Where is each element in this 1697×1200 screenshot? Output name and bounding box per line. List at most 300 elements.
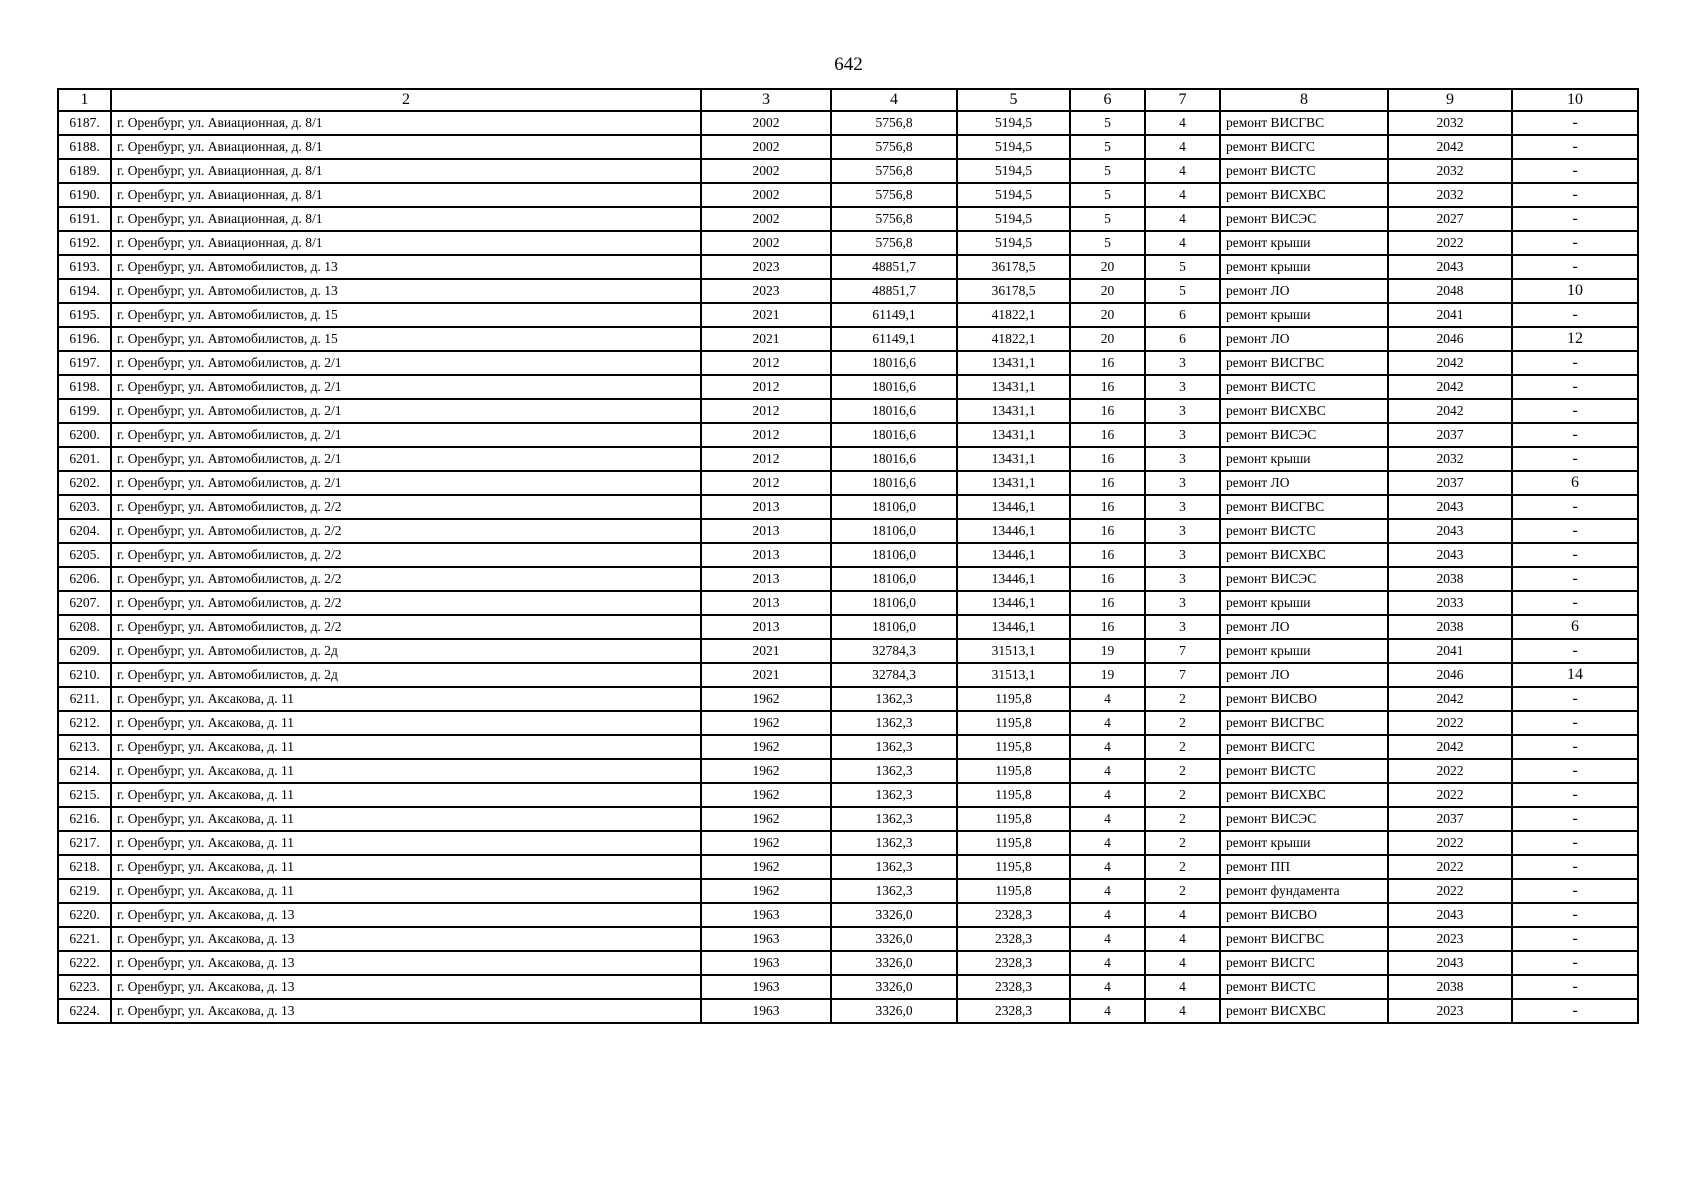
entrances-cell: 3 (1145, 447, 1220, 471)
year-cell: 2012 (701, 423, 831, 447)
row-number-cell: 6203. (58, 495, 111, 519)
work-type-cell: ремонт ВИСЭС (1220, 807, 1388, 831)
living-area-cell: 1195,8 (957, 687, 1070, 711)
extra-value-cell: 14 (1512, 663, 1638, 687)
table-row (58, 567, 1638, 591)
planned-year-cell: 2042 (1388, 375, 1512, 399)
total-area-cell: 5756,8 (831, 231, 957, 255)
table-row (58, 351, 1638, 375)
living-area-cell: 1195,8 (957, 783, 1070, 807)
total-area-cell: 18016,6 (831, 423, 957, 447)
living-area-cell: 5194,5 (957, 159, 1070, 183)
total-area-cell: 1362,3 (831, 831, 957, 855)
planned-year-cell: 2022 (1388, 711, 1512, 735)
living-area-cell: 41822,1 (957, 303, 1070, 327)
table-row (58, 855, 1638, 879)
row-number-cell: 6196. (58, 327, 111, 351)
extra-value-cell: - (1512, 183, 1638, 207)
floors-cell: 16 (1070, 447, 1145, 471)
total-area-cell: 1362,3 (831, 735, 957, 759)
planned-year-cell: 2023 (1388, 927, 1512, 951)
work-type-cell: ремонт ВИСГС (1220, 735, 1388, 759)
address-cell: г. Оренбург, ул. Автомобилистов, д. 2/1 (111, 351, 701, 375)
column-header-5: 5 (957, 89, 1070, 111)
row-number-cell: 6204. (58, 519, 111, 543)
row-number-cell: 6221. (58, 927, 111, 951)
planned-year-cell: 2042 (1388, 687, 1512, 711)
work-type-cell: ремонт ВИСГВС (1220, 111, 1388, 135)
address-cell: г. Оренбург, ул. Авиационная, д. 8/1 (111, 159, 701, 183)
address-cell: г. Оренбург, ул. Аксакова, д. 11 (111, 807, 701, 831)
row-number-cell: 6201. (58, 447, 111, 471)
year-cell: 1962 (701, 759, 831, 783)
total-area-cell: 18106,0 (831, 615, 957, 639)
entrances-cell: 2 (1145, 831, 1220, 855)
extra-value-cell: - (1512, 255, 1638, 279)
address-cell: г. Оренбург, ул. Автомобилистов, д. 15 (111, 327, 701, 351)
planned-year-cell: 2038 (1388, 567, 1512, 591)
total-area-cell: 18016,6 (831, 351, 957, 375)
work-type-cell: ремонт крыши (1220, 831, 1388, 855)
year-cell: 1962 (701, 687, 831, 711)
living-area-cell: 2328,3 (957, 951, 1070, 975)
planned-year-cell: 2043 (1388, 495, 1512, 519)
work-type-cell: ремонт ЛО (1220, 471, 1388, 495)
floors-cell: 16 (1070, 567, 1145, 591)
planned-year-cell: 2032 (1388, 159, 1512, 183)
living-area-cell: 5194,5 (957, 135, 1070, 159)
floors-cell: 16 (1070, 543, 1145, 567)
row-number-cell: 6188. (58, 135, 111, 159)
table-row (58, 711, 1638, 735)
living-area-cell: 36178,5 (957, 255, 1070, 279)
planned-year-cell: 2042 (1388, 735, 1512, 759)
work-type-cell: ремонт ВИСХВС (1220, 399, 1388, 423)
entrances-cell: 2 (1145, 807, 1220, 831)
planned-year-cell: 2042 (1388, 135, 1512, 159)
year-cell: 1963 (701, 999, 831, 1023)
planned-year-cell: 2022 (1388, 831, 1512, 855)
work-type-cell: ремонт ВИСГВС (1220, 711, 1388, 735)
floors-cell: 16 (1070, 423, 1145, 447)
work-type-cell: ремонт ЛО (1220, 327, 1388, 351)
entrances-cell: 3 (1145, 471, 1220, 495)
floors-cell: 4 (1070, 903, 1145, 927)
year-cell: 2013 (701, 615, 831, 639)
total-area-cell: 1362,3 (831, 783, 957, 807)
table-row (58, 975, 1638, 999)
row-number-cell: 6220. (58, 903, 111, 927)
entrances-cell: 4 (1145, 111, 1220, 135)
living-area-cell: 1195,8 (957, 711, 1070, 735)
living-area-cell: 13431,1 (957, 423, 1070, 447)
row-number-cell: 6207. (58, 591, 111, 615)
page-number: 642 (834, 54, 863, 75)
address-cell: г. Оренбург, ул. Аксакова, д. 11 (111, 783, 701, 807)
work-type-cell: ремонт ВИСХВС (1220, 543, 1388, 567)
planned-year-cell: 2022 (1388, 855, 1512, 879)
extra-value-cell: - (1512, 999, 1638, 1023)
table-row (58, 447, 1638, 471)
floors-cell: 16 (1070, 471, 1145, 495)
floors-cell: 16 (1070, 375, 1145, 399)
floors-cell: 4 (1070, 711, 1145, 735)
address-cell: г. Оренбург, ул. Аксакова, д. 13 (111, 927, 701, 951)
row-number-cell: 6192. (58, 231, 111, 255)
address-cell: г. Оренбург, ул. Авиационная, д. 8/1 (111, 135, 701, 159)
extra-value-cell: - (1512, 639, 1638, 663)
floors-cell: 19 (1070, 639, 1145, 663)
year-cell: 1962 (701, 711, 831, 735)
planned-year-cell: 2037 (1388, 471, 1512, 495)
year-cell: 2002 (701, 111, 831, 135)
floors-cell: 16 (1070, 351, 1145, 375)
total-area-cell: 61149,1 (831, 327, 957, 351)
living-area-cell: 13446,1 (957, 591, 1070, 615)
living-area-cell: 13431,1 (957, 351, 1070, 375)
living-area-cell: 13431,1 (957, 375, 1070, 399)
extra-value-cell: 6 (1512, 615, 1638, 639)
extra-value-cell: - (1512, 975, 1638, 999)
living-area-cell: 5194,5 (957, 207, 1070, 231)
total-area-cell: 32784,3 (831, 663, 957, 687)
total-area-cell: 1362,3 (831, 807, 957, 831)
work-type-cell: ремонт ЛО (1220, 663, 1388, 687)
table-row (58, 471, 1638, 495)
year-cell: 2002 (701, 159, 831, 183)
planned-year-cell: 2048 (1388, 279, 1512, 303)
row-number-cell: 6212. (58, 711, 111, 735)
living-area-cell: 13446,1 (957, 519, 1070, 543)
year-cell: 2012 (701, 375, 831, 399)
entrances-cell: 3 (1145, 567, 1220, 591)
extra-value-cell: - (1512, 495, 1638, 519)
year-cell: 2013 (701, 591, 831, 615)
planned-year-cell: 2037 (1388, 807, 1512, 831)
address-cell: г. Оренбург, ул. Аксакова, д. 13 (111, 999, 701, 1023)
extra-value-cell: - (1512, 711, 1638, 735)
row-number-cell: 6202. (58, 471, 111, 495)
living-area-cell: 13431,1 (957, 447, 1070, 471)
work-type-cell: ремонт ВИСХВС (1220, 183, 1388, 207)
work-type-cell: ремонт ВИСТС (1220, 159, 1388, 183)
table-row (58, 327, 1638, 351)
extra-value-cell: - (1512, 231, 1638, 255)
floors-cell: 5 (1070, 207, 1145, 231)
floors-cell: 20 (1070, 303, 1145, 327)
planned-year-cell: 2022 (1388, 231, 1512, 255)
total-area-cell: 18016,6 (831, 471, 957, 495)
table-row (58, 399, 1638, 423)
entrances-cell: 7 (1145, 663, 1220, 687)
entrances-cell: 4 (1145, 207, 1220, 231)
total-area-cell: 1362,3 (831, 687, 957, 711)
work-type-cell: ремонт ВИСТС (1220, 759, 1388, 783)
extra-value-cell: - (1512, 399, 1638, 423)
table-row (58, 303, 1638, 327)
living-area-cell: 13446,1 (957, 615, 1070, 639)
living-area-cell: 1195,8 (957, 879, 1070, 903)
work-type-cell: ремонт ВИСЭС (1220, 207, 1388, 231)
planned-year-cell: 2022 (1388, 783, 1512, 807)
living-area-cell: 1195,8 (957, 759, 1070, 783)
table-row (58, 687, 1638, 711)
row-number-cell: 6191. (58, 207, 111, 231)
total-area-cell: 48851,7 (831, 255, 957, 279)
floors-cell: 16 (1070, 591, 1145, 615)
table-row (58, 927, 1638, 951)
total-area-cell: 61149,1 (831, 303, 957, 327)
address-cell: г. Оренбург, ул. Автомобилистов, д. 2/2 (111, 495, 701, 519)
address-cell: г. Оренбург, ул. Авиационная, д. 8/1 (111, 207, 701, 231)
entrances-cell: 3 (1145, 615, 1220, 639)
year-cell: 2013 (701, 519, 831, 543)
living-area-cell: 5194,5 (957, 183, 1070, 207)
row-number-cell: 6215. (58, 783, 111, 807)
year-cell: 2013 (701, 543, 831, 567)
column-header-4: 4 (831, 89, 957, 111)
address-cell: г. Оренбург, ул. Автомобилистов, д. 15 (111, 303, 701, 327)
total-area-cell: 18016,6 (831, 399, 957, 423)
entrances-cell: 2 (1145, 759, 1220, 783)
entrances-cell: 2 (1145, 783, 1220, 807)
address-cell: г. Оренбург, ул. Аксакова, д. 11 (111, 687, 701, 711)
year-cell: 2021 (701, 327, 831, 351)
year-cell: 1962 (701, 783, 831, 807)
year-cell: 2023 (701, 279, 831, 303)
row-number-cell: 6190. (58, 183, 111, 207)
address-cell: г. Оренбург, ул. Автомобилистов, д. 13 (111, 279, 701, 303)
table-row (58, 783, 1638, 807)
extra-value-cell: - (1512, 303, 1638, 327)
year-cell: 2002 (701, 231, 831, 255)
address-cell: г. Оренбург, ул. Аксакова, д. 11 (111, 759, 701, 783)
address-cell: г. Оренбург, ул. Автомобилистов, д. 2/1 (111, 471, 701, 495)
extra-value-cell: - (1512, 951, 1638, 975)
work-type-cell: ремонт ВИСГВС (1220, 351, 1388, 375)
table-row (58, 831, 1638, 855)
column-header-10: 10 (1512, 89, 1638, 111)
total-area-cell: 3326,0 (831, 927, 957, 951)
living-area-cell: 41822,1 (957, 327, 1070, 351)
table-row (58, 255, 1638, 279)
year-cell: 1962 (701, 879, 831, 903)
table-row (58, 135, 1638, 159)
year-cell: 2012 (701, 447, 831, 471)
extra-value-cell: - (1512, 591, 1638, 615)
total-area-cell: 3326,0 (831, 999, 957, 1023)
work-type-cell: ремонт крыши (1220, 303, 1388, 327)
total-area-cell: 5756,8 (831, 159, 957, 183)
work-type-cell: ремонт ВИСВО (1220, 687, 1388, 711)
total-area-cell: 1362,3 (831, 711, 957, 735)
year-cell: 2023 (701, 255, 831, 279)
year-cell: 1963 (701, 903, 831, 927)
row-number-cell: 6222. (58, 951, 111, 975)
column-header-3: 3 (701, 89, 831, 111)
floors-cell: 4 (1070, 759, 1145, 783)
address-cell: г. Оренбург, ул. Аксакова, д. 13 (111, 975, 701, 999)
table-row (58, 615, 1638, 639)
address-cell: г. Оренбург, ул. Автомобилистов, д. 13 (111, 255, 701, 279)
planned-year-cell: 2032 (1388, 111, 1512, 135)
floors-cell: 4 (1070, 879, 1145, 903)
floors-cell: 16 (1070, 519, 1145, 543)
entrances-cell: 3 (1145, 543, 1220, 567)
floors-cell: 4 (1070, 807, 1145, 831)
year-cell: 2012 (701, 471, 831, 495)
planned-year-cell: 2043 (1388, 951, 1512, 975)
address-cell: г. Оренбург, ул. Авиационная, д. 8/1 (111, 231, 701, 255)
entrances-cell: 3 (1145, 423, 1220, 447)
address-cell: г. Оренбург, ул. Авиационная, д. 8/1 (111, 111, 701, 135)
work-type-cell: ремонт крыши (1220, 255, 1388, 279)
extra-value-cell: - (1512, 879, 1638, 903)
row-number-cell: 6218. (58, 855, 111, 879)
extra-value-cell: - (1512, 519, 1638, 543)
total-area-cell: 18106,0 (831, 519, 957, 543)
living-area-cell: 36178,5 (957, 279, 1070, 303)
work-type-cell: ремонт ВИСГС (1220, 135, 1388, 159)
table-row (58, 495, 1638, 519)
total-area-cell: 1362,3 (831, 855, 957, 879)
floors-cell: 16 (1070, 495, 1145, 519)
floors-cell: 4 (1070, 687, 1145, 711)
total-area-cell: 5756,8 (831, 111, 957, 135)
year-cell: 2002 (701, 207, 831, 231)
living-area-cell: 31513,1 (957, 663, 1070, 687)
floors-cell: 4 (1070, 783, 1145, 807)
table-row (58, 183, 1638, 207)
year-cell: 2013 (701, 495, 831, 519)
planned-year-cell: 2041 (1388, 639, 1512, 663)
planned-year-cell: 2027 (1388, 207, 1512, 231)
column-header-2: 2 (111, 89, 701, 111)
living-area-cell: 13431,1 (957, 471, 1070, 495)
year-cell: 2013 (701, 567, 831, 591)
total-area-cell: 18106,0 (831, 543, 957, 567)
year-cell: 1963 (701, 975, 831, 999)
work-type-cell: ремонт крыши (1220, 231, 1388, 255)
living-area-cell: 13446,1 (957, 495, 1070, 519)
work-type-cell: ремонт ЛО (1220, 279, 1388, 303)
entrances-cell: 3 (1145, 399, 1220, 423)
floors-cell: 19 (1070, 663, 1145, 687)
total-area-cell: 48851,7 (831, 279, 957, 303)
table-row (58, 111, 1638, 135)
table-row (58, 903, 1638, 927)
address-cell: г. Оренбург, ул. Автомобилистов, д. 2/1 (111, 423, 701, 447)
total-area-cell: 3326,0 (831, 975, 957, 999)
address-cell: г. Оренбург, ул. Аксакова, д. 13 (111, 951, 701, 975)
planned-year-cell: 2038 (1388, 615, 1512, 639)
planned-year-cell: 2043 (1388, 519, 1512, 543)
planned-year-cell: 2046 (1388, 663, 1512, 687)
floors-cell: 20 (1070, 255, 1145, 279)
row-number-cell: 6197. (58, 351, 111, 375)
extra-value-cell: - (1512, 135, 1638, 159)
floors-cell: 5 (1070, 135, 1145, 159)
work-type-cell: ремонт крыши (1220, 447, 1388, 471)
extra-value-cell: - (1512, 567, 1638, 591)
floors-cell: 4 (1070, 831, 1145, 855)
living-area-cell: 13431,1 (957, 399, 1070, 423)
column-header-9: 9 (1388, 89, 1512, 111)
year-cell: 1962 (701, 735, 831, 759)
work-type-cell: ремонт ВИСТС (1220, 375, 1388, 399)
address-cell: г. Оренбург, ул. Автомобилистов, д. 2д (111, 639, 701, 663)
table-row (58, 639, 1638, 663)
work-type-cell: ремонт ВИСХВС (1220, 999, 1388, 1023)
year-cell: 2021 (701, 303, 831, 327)
address-cell: г. Оренбург, ул. Автомобилистов, д. 2/2 (111, 519, 701, 543)
living-area-cell: 1195,8 (957, 855, 1070, 879)
row-number-cell: 6219. (58, 879, 111, 903)
address-cell: г. Оренбург, ул. Автомобилистов, д. 2/2 (111, 615, 701, 639)
extra-value-cell: - (1512, 831, 1638, 855)
row-number-cell: 6205. (58, 543, 111, 567)
floors-cell: 4 (1070, 951, 1145, 975)
address-cell: г. Оренбург, ул. Аксакова, д. 13 (111, 903, 701, 927)
row-number-cell: 6209. (58, 639, 111, 663)
entrances-cell: 2 (1145, 879, 1220, 903)
planned-year-cell: 2041 (1388, 303, 1512, 327)
table-row (58, 159, 1638, 183)
extra-value-cell: - (1512, 783, 1638, 807)
column-header-7: 7 (1145, 89, 1220, 111)
extra-value-cell: - (1512, 735, 1638, 759)
planned-year-cell: 2037 (1388, 423, 1512, 447)
work-type-cell: ремонт ВИСГВС (1220, 927, 1388, 951)
year-cell: 1962 (701, 831, 831, 855)
entrances-cell: 4 (1145, 927, 1220, 951)
address-cell: г. Оренбург, ул. Автомобилистов, д. 2/2 (111, 543, 701, 567)
column-header-6: 6 (1070, 89, 1145, 111)
row-number-cell: 6206. (58, 567, 111, 591)
floors-cell: 4 (1070, 999, 1145, 1023)
year-cell: 1963 (701, 951, 831, 975)
extra-value-cell: - (1512, 111, 1638, 135)
floors-cell: 4 (1070, 975, 1145, 999)
extra-value-cell: - (1512, 759, 1638, 783)
table-row (58, 999, 1638, 1023)
planned-year-cell: 2042 (1388, 399, 1512, 423)
extra-value-cell: - (1512, 447, 1638, 471)
entrances-cell: 5 (1145, 255, 1220, 279)
planned-year-cell: 2023 (1388, 999, 1512, 1023)
floors-cell: 4 (1070, 735, 1145, 759)
total-area-cell: 1362,3 (831, 759, 957, 783)
table-row (58, 951, 1638, 975)
table-row (58, 591, 1638, 615)
work-type-cell: ремонт ВИСГС (1220, 951, 1388, 975)
entrances-cell: 4 (1145, 999, 1220, 1023)
total-area-cell: 18016,6 (831, 375, 957, 399)
address-cell: г. Оренбург, ул. Автомобилистов, д. 2д (111, 663, 701, 687)
extra-value-cell: - (1512, 543, 1638, 567)
work-type-cell: ремонт ВИСГВС (1220, 495, 1388, 519)
entrances-cell: 4 (1145, 135, 1220, 159)
row-number-cell: 6187. (58, 111, 111, 135)
total-area-cell: 5756,8 (831, 207, 957, 231)
work-type-cell: ремонт ВИСЭС (1220, 423, 1388, 447)
row-number-cell: 6210. (58, 663, 111, 687)
row-number-cell: 6224. (58, 999, 111, 1023)
living-area-cell: 1195,8 (957, 735, 1070, 759)
table-row (58, 231, 1638, 255)
entrances-cell: 4 (1145, 183, 1220, 207)
entrances-cell: 4 (1145, 951, 1220, 975)
